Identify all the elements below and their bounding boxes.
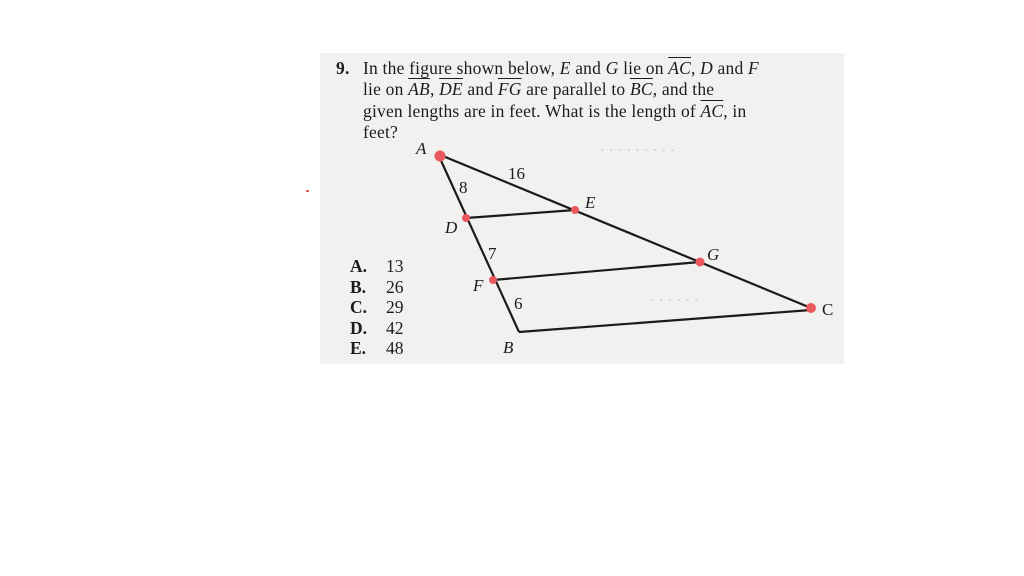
- text-run: given lengths are in feet. What is the length of: [363, 101, 701, 121]
- answer-choice-c[interactable]: [350, 297, 404, 318]
- length-AD: 8: [459, 178, 468, 197]
- point-E-marker: [571, 206, 579, 214]
- text-run: and: [712, 58, 749, 78]
- question-number: 9.: [336, 58, 350, 78]
- italic-point-name: F: [748, 58, 759, 78]
- length-FB: 6: [514, 294, 523, 313]
- label-F: F: [473, 276, 484, 295]
- length-AE: 16: [508, 164, 525, 183]
- problem-line: feet?: [363, 122, 398, 142]
- point-C-marker: [806, 303, 816, 313]
- label-E: E: [585, 193, 596, 212]
- label-B: B: [503, 338, 514, 357]
- segment-DE: [466, 210, 575, 218]
- side-AC: [438, 154, 811, 308]
- segment-name: $\overline{AC}$: [668, 58, 691, 78]
- answer-choices: [350, 256, 404, 359]
- choice-value: 42: [386, 317, 404, 338]
- text-run: lie on: [618, 58, 669, 78]
- italic-point-name: G: [605, 58, 619, 78]
- text-run: ,: [690, 58, 701, 78]
- side-AB: [438, 154, 519, 332]
- italic-point-name: E: [559, 58, 571, 78]
- label-A: A: [416, 139, 427, 158]
- label-C: C: [822, 300, 834, 319]
- text-run: ,: [429, 79, 440, 99]
- choice-letter: E.: [350, 338, 367, 359]
- answer-choice-b[interactable]: [350, 277, 404, 298]
- length-DF: 7: [488, 244, 497, 263]
- label-G: G: [707, 245, 720, 264]
- segment-name: $\overline{AC}$: [700, 101, 724, 121]
- text-run: and: [570, 58, 606, 78]
- italic-point-name: D: [700, 58, 713, 78]
- text-run: and: [462, 79, 498, 99]
- scanned-problem: [320, 53, 844, 364]
- text-run: In the figure shown below,: [363, 58, 560, 78]
- answer-choice-d[interactable]: [350, 318, 404, 339]
- point-F-marker: [489, 276, 497, 284]
- segment-name: $\overline{BC}$: [629, 79, 653, 99]
- answer-choice-e[interactable]: [350, 338, 404, 359]
- choice-letter: D.: [350, 317, 368, 338]
- segment-name: $\overline{DE}$: [439, 79, 463, 99]
- label-D: D: [445, 218, 458, 237]
- segment-FG: [493, 262, 700, 280]
- stray-pen-mark: [306, 190, 309, 192]
- text-run: , in: [723, 101, 747, 121]
- point-D-marker: [462, 214, 470, 222]
- choice-letter: A.: [350, 256, 368, 276]
- answer-choice-a[interactable]: [350, 256, 404, 277]
- bleed-through-text: · · · · · · · · ·: [600, 143, 675, 159]
- point-G-marker: [696, 258, 705, 267]
- point-A-marker: [435, 151, 446, 162]
- choice-value: 26: [386, 276, 404, 297]
- choice-letter: B.: [350, 276, 367, 297]
- text-run: are parallel to: [521, 79, 630, 99]
- segment-name: $\overline{FG}$: [497, 79, 522, 99]
- choice-value: 48: [386, 338, 404, 359]
- side-BC: [519, 310, 811, 332]
- text-run: lie on: [363, 79, 409, 99]
- choice-value: 13: [386, 256, 404, 276]
- text-run: , and the: [652, 79, 715, 99]
- choice-value: 29: [386, 297, 404, 318]
- choice-letter: C.: [350, 297, 368, 318]
- bleed-through-text: · · · · · ·: [650, 293, 699, 309]
- segment-name: $\overline{AB}$: [408, 79, 430, 99]
